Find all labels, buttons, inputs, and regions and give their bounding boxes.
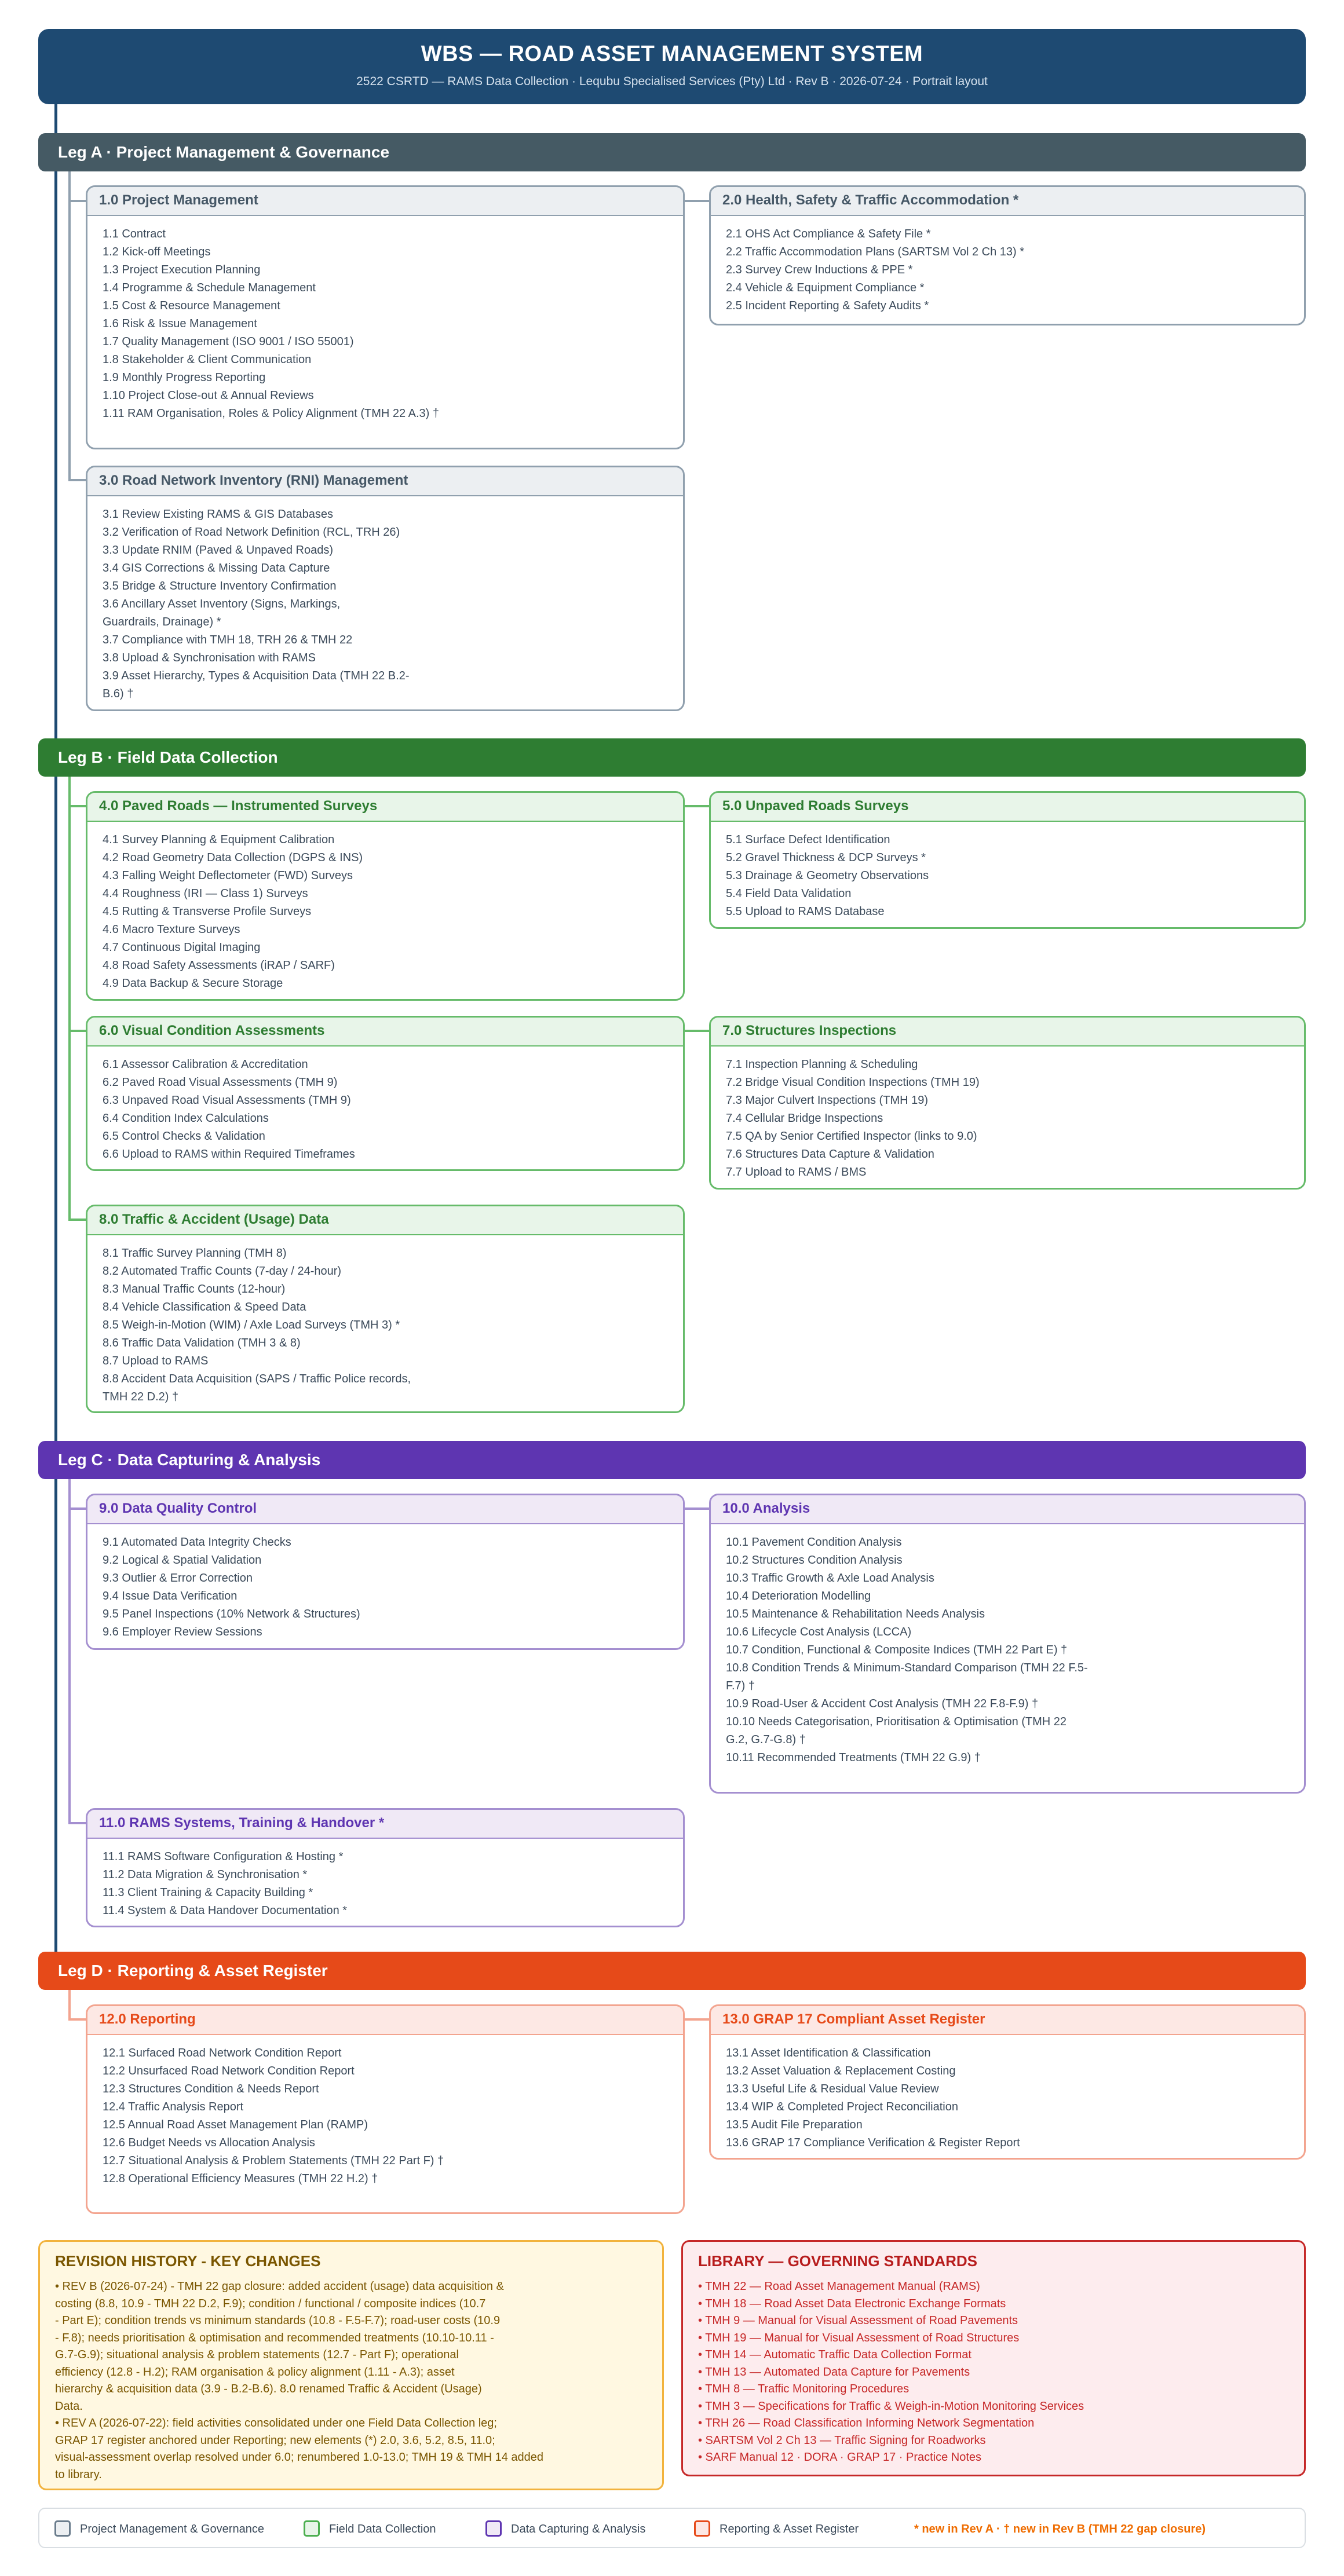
list-item: 12.3 Structures Condition & Needs Report [103, 2083, 319, 2095]
leg-c-connector [68, 1479, 71, 1824]
list-item: 10.4 Deterioration Modelling [726, 1590, 871, 1602]
list-item: 10.1 Pavement Condition Analysis [726, 1536, 902, 1549]
box-title: 7.0 Structures Inspections [711, 1018, 1304, 1046]
list-item: 10.11 Recommended Treatments (TMH 22 G.9) † [726, 1751, 981, 1764]
legend-label: Reporting & Asset Register [720, 2523, 859, 2535]
list-item: 4.2 Road Geometry Data Collection (DGPS & INS) [103, 851, 363, 864]
box-items [87, 506, 683, 703]
box-items [711, 831, 1304, 921]
box-items [711, 225, 1304, 315]
list-item: 9.2 Logical & Spatial Validation [103, 1554, 262, 1567]
library-line: • TMH 3 — Specifications for Traffic & Weigh-in-Motion Monitoring Services [698, 2399, 1084, 2413]
wbs-box-4 [86, 791, 685, 1001]
list-item: 8.8 Accident Data Acquisition (SAPS / Traffic Police records, TMH 22 D.2) † [103, 1373, 411, 1403]
list-item: 8.6 Traffic Data Validation (TMH 3 & 8) [103, 1337, 301, 1349]
leg-c-banner: Leg C · Data Capturing & Analysis [38, 1441, 1306, 1479]
leg-a-connector [68, 171, 71, 481]
revision-line: • REV A (2026-07-22): field activities consolidated under one Field Data Collection leg; [55, 2417, 497, 2429]
connector-stub [685, 200, 709, 202]
revision-history-lines [40, 2278, 662, 2483]
list-item: 7.6 Structures Data Capture & Validation [726, 1148, 934, 1161]
connector-stub [685, 1030, 709, 1032]
list-item: 12.7 Situational Analysis & Problem Statements (TMH 22 Part F) † [103, 2154, 444, 2167]
page-title: WBS — ROAD ASSET MANAGEMENT SYSTEM [421, 42, 923, 66]
list-item: 3.9 Asset Hierarchy, Types & Acquisition Data (TMH 22 B.2-B.6) † [103, 669, 410, 700]
list-item: 3.2 Verification of Road Network Definition (RCL, TRH 26) [103, 526, 400, 539]
box-items [87, 1056, 683, 1163]
library-line: • TMH 9 — Manual for Visual Assessment of Road Pavements [698, 2314, 1018, 2327]
list-item: 4.4 Roughness (IRI — Class 1) Surveys [103, 887, 308, 900]
list-item: 12.8 Operational Efficiency Measures (TMH 22 H.2) † [103, 2172, 378, 2185]
wbs-box-12 [86, 2004, 685, 2214]
box-title: 5.0 Unpaved Roads Surveys [711, 793, 1304, 822]
list-item: 7.5 QA by Senior Certified Inspector (links to 9.0) [726, 1130, 977, 1143]
legend [38, 2508, 1306, 2548]
list-item: 13.6 GRAP 17 Compliance Verification & Register Report [726, 2136, 1020, 2149]
list-item: 4.7 Continuous Digital Imaging [103, 941, 261, 954]
list-item: 8.4 Vehicle Classification & Speed Data [103, 1301, 306, 1313]
list-item: 1.1 Contract [103, 228, 166, 240]
wbs-box-9 [86, 1494, 685, 1650]
list-item: 8.5 Weigh-in-Motion (WIM) / Axle Load Surveys (TMH 3) * [103, 1319, 400, 1331]
list-item: 3.7 Compliance with TMH 18, TRH 26 & TMH 22 [103, 634, 353, 646]
wbs-box-2 [709, 185, 1306, 325]
list-item: 2.2 Traffic Accommodation Plans (SARTSM Vol 2 Ch 13) * [726, 246, 1025, 258]
wbs-box-11 [86, 1808, 685, 1927]
list-item: 3.4 GIS Corrections & Missing Data Capture [103, 562, 330, 575]
wbs-box-1 [86, 185, 685, 449]
list-item: 2.4 Vehicle & Equipment Compliance * [726, 281, 925, 294]
list-item: 1.11 RAM Organisation, Roles & Policy Alignment (TMH 22 A.3) † [103, 407, 439, 420]
list-item: 2.5 Incident Reporting & Safety Audits * [726, 299, 929, 312]
list-item: 1.7 Quality Management (ISO 9001 / ISO 55001) [103, 335, 354, 348]
box-items [711, 1534, 1304, 1767]
legend-label: Field Data Collection [329, 2523, 436, 2535]
list-item: 7.4 Cellular Bridge Inspections [726, 1112, 883, 1125]
list-item: 10.2 Structures Condition Analysis [726, 1554, 903, 1567]
list-item: 1.2 Kick-off Meetings [103, 246, 211, 258]
list-item: 13.3 Useful Life & Residual Value Review [726, 2083, 939, 2095]
revision-history-title: REVISION HISTORY - KEY CHANGES [55, 2252, 321, 2270]
list-item: 6.6 Upload to RAMS within Required Timeframes [103, 1148, 355, 1161]
list-item: 7.3 Major Culvert Inspections (TMH 19) [726, 1094, 929, 1107]
leg-b-banner: Leg B · Field Data Collection [38, 738, 1306, 777]
legend-swatch [485, 2520, 502, 2537]
revision-line: costing (8.8, 10.9 - TMH 22 D.2, F.9); condition / functional / composite indices (10.7 [55, 2297, 486, 2310]
list-item: 5.3 Drainage & Geometry Observations [726, 869, 929, 882]
legend-note: * new in Rev A · † new in Rev B (TMH 22 gap closure) [914, 2523, 1206, 2535]
list-item: 5.2 Gravel Thickness & DCP Surveys * [726, 851, 926, 864]
box-items [87, 1534, 683, 1641]
list-item: 1.5 Cost & Resource Management [103, 299, 280, 312]
box-title: 11.0 RAMS Systems, Training & Handover * [87, 1810, 683, 1839]
list-item: 6.1 Assessor Calibration & Accreditation [103, 1058, 308, 1071]
list-item: 6.2 Paved Road Visual Assessments (TMH 9) [103, 1076, 338, 1089]
box-title: 1.0 Project Management [87, 187, 683, 216]
box-items [87, 1245, 683, 1406]
leg-d-banner: Leg D · Reporting & Asset Register [38, 1952, 1306, 1990]
legend-label: Project Management & Governance [80, 2523, 264, 2535]
legend-label: Data Capturing & Analysis [511, 2523, 646, 2535]
page-subtitle: 2522 CSRTD — RAMS Data Collection · Lequbu Specialised Services (Pty) Ltd · Rev B · 2026-07-24 · Portrait layout [356, 75, 988, 88]
list-item: 3.1 Review Existing RAMS & GIS Databases [103, 508, 333, 521]
list-item: 8.2 Automated Traffic Counts (7-day / 24-hour) [103, 1265, 342, 1278]
box-title: 9.0 Data Quality Control [87, 1495, 683, 1524]
list-item: 1.10 Project Close-out & Annual Reviews [103, 389, 314, 402]
box-title: 4.0 Paved Roads — Instrumented Surveys [87, 793, 683, 822]
box-title: 12.0 Reporting [87, 2006, 683, 2035]
connector-stub [68, 1507, 86, 1510]
list-item: 9.3 Outlier & Error Correction [103, 1572, 253, 1585]
box-items [87, 1848, 683, 1920]
list-item: 7.7 Upload to RAMS / BMS [726, 1166, 867, 1179]
wbs-box-8 [86, 1205, 685, 1413]
list-item: 4.9 Data Backup & Secure Storage [103, 977, 283, 990]
revision-line: hierarchy & acquisition data (3.9 - B.2-B.6). 8.0 renamed Traffic & Accident (Usage) [55, 2383, 482, 2395]
list-item: 10.3 Traffic Growth & Axle Load Analysis [726, 1572, 934, 1585]
library-line: • TMH 22 — Road Asset Management Manual (RAMS) [698, 2280, 980, 2293]
list-item: 11.3 Client Training & Capacity Building * [103, 1886, 313, 1899]
connector-stub [68, 200, 86, 202]
library-panel [681, 2240, 1306, 2476]
box-title: 8.0 Traffic & Accident (Usage) Data [87, 1206, 683, 1235]
leg-a-banner: Leg A · Project Management & Governance [38, 133, 1306, 171]
box-title: 2.0 Health, Safety & Traffic Accommodation * [711, 187, 1304, 216]
connector-stub [685, 1507, 709, 1510]
list-item: 6.4 Condition Index Calculations [103, 1112, 269, 1125]
box-items [711, 2044, 1304, 2152]
list-item: 1.6 Risk & Issue Management [103, 317, 257, 330]
list-item: 13.1 Asset Identification & Classification [726, 2047, 931, 2059]
list-item: 10.9 Road-User & Accident Cost Analysis (TMH 22 F.8-F.9) † [726, 1697, 1039, 1710]
leg-d-connector [68, 1990, 71, 2021]
revision-line: • REV B (2026-07-24) - TMH 22 gap closure: added accident (usage) data acquisition & [55, 2280, 504, 2293]
revision-line: visual-assessment overlap resolved under 6.0; renumbered 1.0-13.0; TMH 19 & TMH 14 added [55, 2451, 544, 2464]
leg-b-connector [68, 777, 71, 1221]
list-item: 10.7 Condition, Functional & Composite Indices (TMH 22 Part E) † [726, 1644, 1068, 1656]
list-item: 12.2 Unsurfaced Road Network Condition Report [103, 2065, 355, 2077]
wbs-box-3 [86, 466, 685, 711]
revision-line: to library. [55, 2468, 102, 2481]
list-item: 9.6 Employer Review Sessions [103, 1626, 262, 1638]
library-line: • TMH 19 — Manual for Visual Assessment of Road Structures [698, 2331, 1020, 2344]
legend-swatch [304, 2520, 320, 2537]
revision-history-panel [38, 2240, 664, 2490]
wbs-spine-connector [54, 104, 57, 1952]
legend-swatch [694, 2520, 710, 2537]
library-line: • SARTSM Vol 2 Ch 13 — Traffic Signing for Roadworks [698, 2434, 986, 2447]
library-title: LIBRARY — GOVERNING STANDARDS [698, 2252, 977, 2270]
wbs-box-10 [709, 1494, 1306, 1794]
box-title: 6.0 Visual Condition Assessments [87, 1018, 683, 1046]
list-item: 8.3 Manual Traffic Counts (12-hour) [103, 1283, 286, 1296]
list-item: 9.1 Automated Data Integrity Checks [103, 1536, 291, 1549]
list-item: 13.5 Audit File Preparation [726, 2118, 863, 2131]
list-item: 8.7 Upload to RAMS [103, 1355, 209, 1367]
revision-line: efficiency (12.8 - H.2); RAM organisation & policy alignment (1.11 - A.3); asset [55, 2365, 455, 2379]
library-line: • TMH 14 — Automatic Traffic Data Collection Format [698, 2348, 972, 2361]
list-item: 8.1 Traffic Survey Planning (TMH 8) [103, 1247, 287, 1260]
revision-line: - F.8); needs prioritisation & optimisation and recommended treatments (10.10-10.11 - [55, 2331, 494, 2344]
list-item: 13.4 WIP & Completed Project Reconciliation [726, 2101, 958, 2113]
library-line: • TMH 18 — Road Asset Data Electronic Exchange Formats [698, 2297, 1006, 2310]
legend-swatch [54, 2520, 71, 2537]
list-item: 4.1 Survey Planning & Equipment Calibration [103, 833, 335, 846]
library-line: • TMH 13 — Automated Data Capture for Pavements [698, 2365, 970, 2379]
list-item: 10.6 Lifecycle Cost Analysis (LCCA) [726, 1626, 912, 1638]
list-item: 4.8 Road Safety Assessments (iRAP / SARF) [103, 959, 335, 972]
box-title: 13.0 GRAP 17 Compliant Asset Register [711, 2006, 1304, 2035]
revision-line: Data. [55, 2399, 83, 2413]
list-item: 11.1 RAMS Software Configuration & Hosting * [103, 1850, 344, 1863]
library-line: • TRH 26 — Road Classification Informing Network Segmentation [698, 2417, 1035, 2429]
library-line: • SARF Manual 12 · DORA · GRAP 17 · Practice Notes [698, 2451, 982, 2464]
list-item: 12.6 Budget Needs vs Allocation Analysis [103, 2136, 315, 2149]
list-item: 12.5 Annual Road Asset Management Plan (RAMP) [103, 2118, 368, 2131]
box-items [87, 225, 683, 423]
list-item: 5.1 Surface Defect Identification [726, 833, 890, 846]
wbs-box-13 [709, 2004, 1306, 2160]
list-item: 9.5 Panel Inspections (10% Network & Structures) [103, 1608, 360, 1620]
wbs-header [38, 29, 1306, 104]
list-item: 10.10 Needs Categorisation, Prioritisation & Optimisation (TMH 22 G.2, G.7-G.8) † [726, 1715, 1067, 1746]
list-item: 3.8 Upload & Synchronisation with RAMS [103, 652, 316, 664]
list-item: 5.4 Field Data Validation [726, 887, 852, 900]
list-item: 4.3 Falling Weight Deflectometer (FWD) Surveys [103, 869, 353, 882]
list-item: 4.5 Rutting & Transverse Profile Surveys [103, 905, 312, 918]
list-item: 3.3 Update RNIM (Paved & Unpaved Roads) [103, 544, 333, 557]
revision-line: - Part E); condition trends vs minimum standards (10.8 - F.5-F.7); road-user costs (10.9 [55, 2314, 501, 2327]
list-item: 11.4 System & Data Handover Documentation * [103, 1904, 348, 1917]
connector-stub [685, 2018, 709, 2021]
wbs-box-5 [709, 791, 1306, 929]
revision-line: G.7-G.9); situational analysis & problem statements (12.7 - Part F); operational [55, 2348, 459, 2361]
connector-stub [68, 2018, 86, 2021]
list-item: 5.5 Upload to RAMS Database [726, 905, 885, 918]
library-lines [683, 2278, 1304, 2467]
list-item: 7.1 Inspection Planning & Scheduling [726, 1058, 918, 1071]
list-item: 12.1 Surfaced Road Network Condition Report [103, 2047, 342, 2059]
box-items [87, 831, 683, 993]
connector-stub [685, 805, 709, 807]
wbs-box-7 [709, 1016, 1306, 1190]
list-item: 2.3 Survey Crew Inductions & PPE * [726, 264, 913, 276]
list-item: 11.2 Data Migration & Synchronisation * [103, 1868, 308, 1881]
list-item: 6.5 Control Checks & Validation [103, 1130, 265, 1143]
box-title: 3.0 Road Network Inventory (RNI) Management [87, 467, 683, 496]
wbs-box-6 [86, 1016, 685, 1171]
connector-stub [68, 1219, 86, 1221]
list-item: 10.5 Maintenance & Rehabilitation Needs Analysis [726, 1608, 985, 1620]
list-item: 3.5 Bridge & Structure Inventory Confirmation [103, 580, 337, 592]
connector-stub [68, 479, 86, 481]
library-line: • TMH 8 — Traffic Monitoring Procedures [698, 2383, 910, 2395]
box-items [87, 2044, 683, 2188]
list-item: 7.2 Bridge Visual Condition Inspections (TMH 19) [726, 1076, 980, 1089]
list-item: 13.2 Asset Valuation & Replacement Costing [726, 2065, 956, 2077]
list-item: 6.3 Unpaved Road Visual Assessments (TMH 9) [103, 1094, 351, 1107]
list-item: 1.4 Programme & Schedule Management [103, 281, 316, 294]
revision-line: GRAP 17 register anchored under Reporting; new elements (*) 2.0, 3.6, 5.2, 8.5, 11.0; [55, 2434, 495, 2447]
box-items [711, 1056, 1304, 1181]
list-item: 1.3 Project Execution Planning [103, 264, 261, 276]
list-item: 1.8 Stakeholder & Client Communication [103, 353, 312, 366]
connector-stub [68, 1030, 86, 1032]
connector-stub [68, 805, 86, 807]
box-title: 10.0 Analysis [711, 1495, 1304, 1524]
connector-stub [68, 1822, 86, 1824]
list-item: 4.6 Macro Texture Surveys [103, 923, 240, 936]
list-item: 2.1 OHS Act Compliance & Safety File * [726, 228, 931, 240]
list-item: 12.4 Traffic Analysis Report [103, 2101, 244, 2113]
list-item: 10.8 Condition Trends & Minimum-Standard Comparison (TMH 22 F.5-F.7) † [726, 1662, 1088, 1692]
list-item: 9.4 Issue Data Verification [103, 1590, 238, 1602]
list-item: 1.9 Monthly Progress Reporting [103, 371, 266, 384]
list-item: 3.6 Ancillary Asset Inventory (Signs, Markings, Guardrails, Drainage) * [103, 598, 341, 628]
